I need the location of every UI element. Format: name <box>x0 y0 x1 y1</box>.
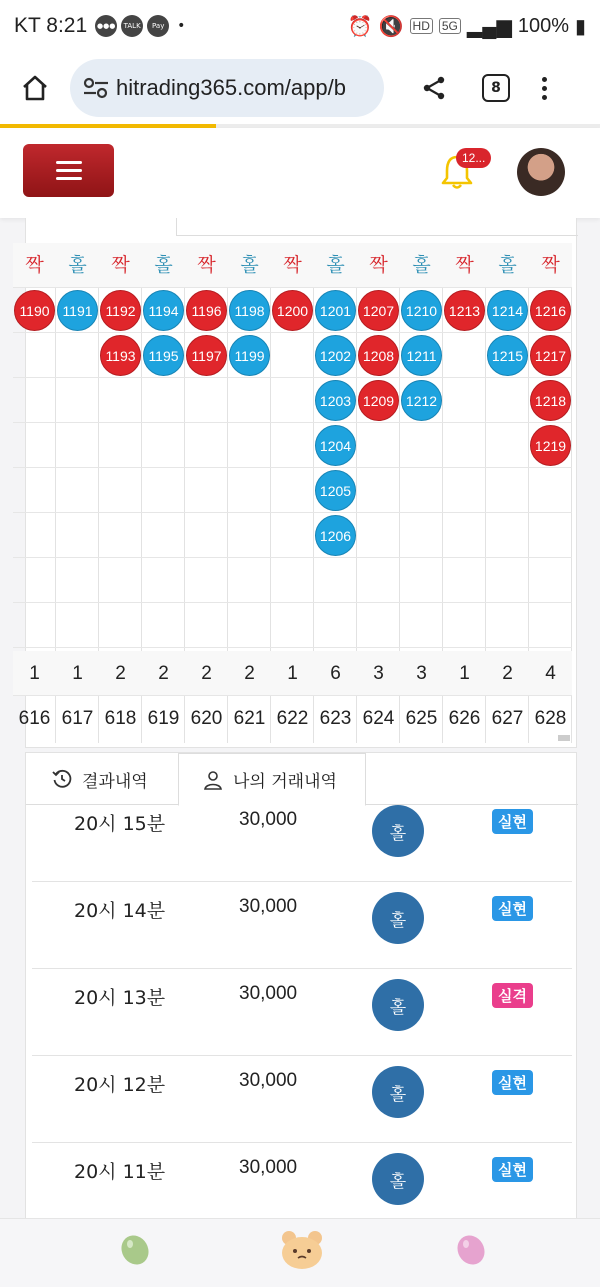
history-row[interactable] <box>32 1143 572 1230</box>
grid-column <box>185 243 228 743</box>
grid-cell <box>56 333 99 378</box>
grid-column <box>400 243 443 743</box>
result-ball: 1214 <box>487 290 528 331</box>
grid-cell <box>228 423 271 468</box>
result-ball: 1203 <box>315 380 356 421</box>
result-badge: 실격 <box>492 983 533 1008</box>
result-ball: 1191 <box>57 290 98 331</box>
grid-cell <box>271 333 314 378</box>
grid-column-header: 홀 <box>400 243 443 288</box>
grid-cell <box>185 423 228 468</box>
grid-cell <box>228 558 271 603</box>
grid-cell <box>400 513 443 558</box>
grid-column <box>99 243 142 743</box>
home-icon <box>21 74 49 102</box>
trade-amount: 30,000 <box>239 1070 298 1091</box>
pick-badge: 홀 <box>372 979 424 1031</box>
result-ball: 1212 <box>401 380 442 421</box>
grid-cell <box>185 378 228 423</box>
grid-column-header: 홀 <box>228 243 271 288</box>
grid-cell <box>443 468 486 513</box>
grid-cell <box>486 603 529 648</box>
trade-time: 20시 11분 <box>74 1161 166 1183</box>
history-row[interactable] <box>32 969 572 1056</box>
grid-cell <box>56 603 99 648</box>
grid-cell <box>56 378 99 423</box>
grid-column <box>529 243 572 743</box>
streak-count: 3 <box>400 651 443 696</box>
person-icon <box>203 770 223 790</box>
grid-cell <box>13 468 56 513</box>
pay-icon: Pay <box>147 15 169 37</box>
grid-cell <box>400 558 443 603</box>
grid-cell <box>400 423 443 468</box>
grid-column <box>443 243 486 743</box>
round-number: 626 <box>448 708 481 729</box>
result-ball: 1213 <box>444 290 485 331</box>
message-icon: ●●● <box>95 15 117 37</box>
streak-count: 4 <box>529 651 572 696</box>
grid-column <box>228 243 271 743</box>
grid-cell <box>228 603 271 648</box>
bottom-nav <box>0 1218 600 1287</box>
grid-cell <box>185 603 228 648</box>
result-ball: 1215 <box>487 335 528 376</box>
history-clock-icon <box>52 769 72 789</box>
grid-cell <box>271 603 314 648</box>
round-number: 624 <box>362 708 395 729</box>
streak-count: 2 <box>185 651 228 696</box>
grid-cell <box>142 513 185 558</box>
browser-toolbar <box>0 52 600 124</box>
result-ball: 1207 <box>358 290 399 331</box>
result-badge: 실현 <box>492 809 533 834</box>
grid-cell <box>443 423 486 468</box>
grid-cell <box>99 468 142 513</box>
trade-amount: 30,000 <box>239 896 298 917</box>
history-card <box>25 752 577 1222</box>
history-row[interactable] <box>32 882 572 969</box>
trade-amount: 30,000 <box>239 809 298 830</box>
result-ball: 1200 <box>272 290 313 331</box>
trade-amount: 30,000 <box>239 983 298 1004</box>
green-jellybean-icon[interactable] <box>118 1233 152 1267</box>
result-ball: 1194 <box>143 290 184 331</box>
grid-column-header: 짝 <box>13 243 56 288</box>
home-button[interactable] <box>0 52 70 124</box>
grid-column <box>56 243 99 743</box>
result-ball: 1208 <box>358 335 399 376</box>
more-menu-button[interactable] <box>542 77 547 100</box>
result-badge: 실현 <box>492 1157 533 1182</box>
result-ball: 1204 <box>315 425 356 466</box>
battery-level: 100% <box>517 14 569 37</box>
grid-cell <box>142 603 185 648</box>
grid-column <box>142 243 185 743</box>
hamburger-menu-button[interactable] <box>23 144 114 197</box>
grid-cell <box>486 378 529 423</box>
grid-cell <box>185 513 228 558</box>
signal-icon: ▂▄▆ <box>466 15 512 38</box>
grid-cell <box>529 513 572 558</box>
round-number: 620 <box>190 708 223 729</box>
result-ball: 1219 <box>530 425 571 466</box>
notification-icons <box>95 15 169 37</box>
grid-cell <box>142 423 185 468</box>
result-ball: 1206 <box>315 515 356 556</box>
result-ball: 1198 <box>229 290 270 331</box>
round-number: 627 <box>491 708 524 729</box>
streak-count: 6 <box>314 651 357 696</box>
grid-cell <box>486 468 529 513</box>
round-number: 625 <box>405 708 438 729</box>
grid-column-header: 짝 <box>443 243 486 288</box>
grid-cell <box>357 603 400 648</box>
streak-count: 1 <box>443 651 486 696</box>
grid-column <box>13 243 56 743</box>
grid-cell <box>56 558 99 603</box>
battery-icon: ▮ <box>574 15 586 38</box>
status-bar <box>0 0 600 52</box>
grid-column-header: 홀 <box>142 243 185 288</box>
pick-badge: 홀 <box>372 805 424 857</box>
result-ball: 1192 <box>100 290 141 331</box>
grid-cell <box>271 378 314 423</box>
grid-cell <box>357 513 400 558</box>
grid-cell <box>99 603 142 648</box>
grid-cell <box>443 378 486 423</box>
streak-count: 2 <box>99 651 142 696</box>
trade-amount: 30,000 <box>239 1157 298 1178</box>
result-ball: 1217 <box>530 335 571 376</box>
result-ball: 1195 <box>143 335 184 376</box>
trade-time: 20시 12분 <box>74 1074 166 1096</box>
result-ball: 1199 <box>229 335 270 376</box>
pick-badge: 홀 <box>372 1153 424 1205</box>
alarm-icon: ⏰ <box>347 15 373 38</box>
grid-cell <box>271 468 314 513</box>
pink-jellybean-icon[interactable] <box>454 1233 488 1267</box>
streak-count: 1 <box>271 651 314 696</box>
result-ball: 1211 <box>401 335 442 376</box>
grid-cell <box>529 603 572 648</box>
streak-count: 2 <box>142 651 185 696</box>
grid-cell <box>271 513 314 558</box>
grid-cell <box>99 378 142 423</box>
grid-column-header: 홀 <box>56 243 99 288</box>
result-ball: 1201 <box>315 290 356 331</box>
grid-cell <box>142 468 185 513</box>
result-ball: 1190 <box>14 290 55 331</box>
history-row[interactable] <box>32 795 572 882</box>
grid-column-header: 짝 <box>357 243 400 288</box>
grid-column <box>314 243 357 743</box>
hd-icon: HD <box>410 18 433 34</box>
grid-column <box>357 243 400 743</box>
horizontal-scrollbar[interactable] <box>558 735 570 741</box>
grid-cell <box>357 558 400 603</box>
result-ball: 1193 <box>100 335 141 376</box>
url-text: hitrading365.com/app/b <box>116 75 346 100</box>
grid-cell <box>443 513 486 558</box>
grid-cell <box>13 423 56 468</box>
grid-cell <box>13 378 56 423</box>
grid-cell <box>486 558 529 603</box>
grid-cell <box>314 603 357 648</box>
result-ball: 1210 <box>401 290 442 331</box>
pick-badge: 홀 <box>372 1066 424 1118</box>
round-number: 621 <box>233 708 266 729</box>
grid-cell <box>443 603 486 648</box>
round-number: 622 <box>276 708 309 729</box>
network-5g-icon: 5G <box>439 18 461 34</box>
streak-count: 1 <box>13 651 56 696</box>
grid-column-header: 짝 <box>185 243 228 288</box>
result-grid-card <box>18 218 577 748</box>
grid-cell <box>400 603 443 648</box>
grid-cell <box>142 558 185 603</box>
trade-time: 20시 13분 <box>74 987 166 1009</box>
grid-column-header: 짝 <box>99 243 142 288</box>
grid-cell <box>13 333 56 378</box>
round-number: 618 <box>104 708 137 729</box>
grid-column-header: 짝 <box>529 243 572 288</box>
grid-cell <box>99 423 142 468</box>
result-badge: 실현 <box>492 896 533 921</box>
grid-cell <box>357 468 400 513</box>
grid-column <box>486 243 529 743</box>
grid-cell <box>314 558 357 603</box>
grid-cell <box>185 558 228 603</box>
pick-badge: 홀 <box>372 892 424 944</box>
grid-cell <box>56 423 99 468</box>
grid-cell <box>529 558 572 603</box>
grid-cell <box>56 513 99 558</box>
result-ball: 1196 <box>186 290 227 331</box>
result-ball: 1218 <box>530 380 571 421</box>
grid-cell <box>271 423 314 468</box>
avatar[interactable] <box>517 148 565 196</box>
result-ball: 1205 <box>315 470 356 511</box>
grid-cell <box>56 468 99 513</box>
grid-cell <box>443 333 486 378</box>
share-button[interactable] <box>394 52 474 124</box>
grid-cell <box>271 558 314 603</box>
grid-cell <box>228 513 271 558</box>
grid-column-header: 홀 <box>314 243 357 288</box>
app-header <box>0 128 600 218</box>
history-row[interactable] <box>32 1056 572 1143</box>
address-bar[interactable] <box>70 59 384 117</box>
grid-column-header: 홀 <box>486 243 529 288</box>
carrier-time: KT 8:21 <box>14 14 88 37</box>
grid-cell <box>486 423 529 468</box>
result-ball: 1202 <box>315 335 356 376</box>
bear-face-icon[interactable] <box>279 1227 325 1273</box>
grid-cell <box>228 468 271 513</box>
mute-icon: 🔇 <box>378 15 404 38</box>
result-grid[interactable] <box>18 243 573 743</box>
system-status <box>348 14 586 39</box>
notification-badge: 12... <box>456 148 491 168</box>
result-ball: 1197 <box>186 335 227 376</box>
grid-tab-strip <box>176 218 578 236</box>
grid-cell <box>443 558 486 603</box>
result-ball: 1209 <box>358 380 399 421</box>
tab-results-label: 결과내역 <box>82 771 148 792</box>
result-ball: 1216 <box>530 290 571 331</box>
tab-my-trades-label: 나의 거래내역 <box>233 772 337 792</box>
streak-count: 3 <box>357 651 400 696</box>
streak-count: 2 <box>228 651 271 696</box>
grid-cell <box>529 468 572 513</box>
round-number: 628 <box>534 708 567 729</box>
grid-cell <box>486 513 529 558</box>
tab-switcher-button[interactable]: 8 <box>482 74 510 102</box>
grid-cell <box>13 558 56 603</box>
grid-cell <box>400 468 443 513</box>
grid-cell <box>13 603 56 648</box>
grid-cell <box>185 468 228 513</box>
grid-cell <box>13 513 56 558</box>
grid-cell <box>142 378 185 423</box>
share-icon <box>421 75 447 101</box>
trade-time: 20시 14분 <box>74 900 166 922</box>
more-notifications-dot: • <box>177 18 186 34</box>
talk-icon: TALK <box>121 15 143 37</box>
streak-count: 1 <box>56 651 99 696</box>
trade-time: 20시 15분 <box>74 813 166 835</box>
round-number: 616 <box>18 708 51 729</box>
streak-count: 2 <box>486 651 529 696</box>
round-number: 623 <box>319 708 352 729</box>
grid-cell <box>99 558 142 603</box>
round-number: 617 <box>61 708 94 729</box>
round-number: 619 <box>147 708 180 729</box>
site-settings-icon[interactable] <box>82 77 110 99</box>
grid-cell <box>228 378 271 423</box>
grid-column <box>271 243 314 743</box>
grid-cell <box>357 423 400 468</box>
grid-column-header: 짝 <box>271 243 314 288</box>
result-badge: 실현 <box>492 1070 533 1095</box>
grid-cell <box>99 513 142 558</box>
